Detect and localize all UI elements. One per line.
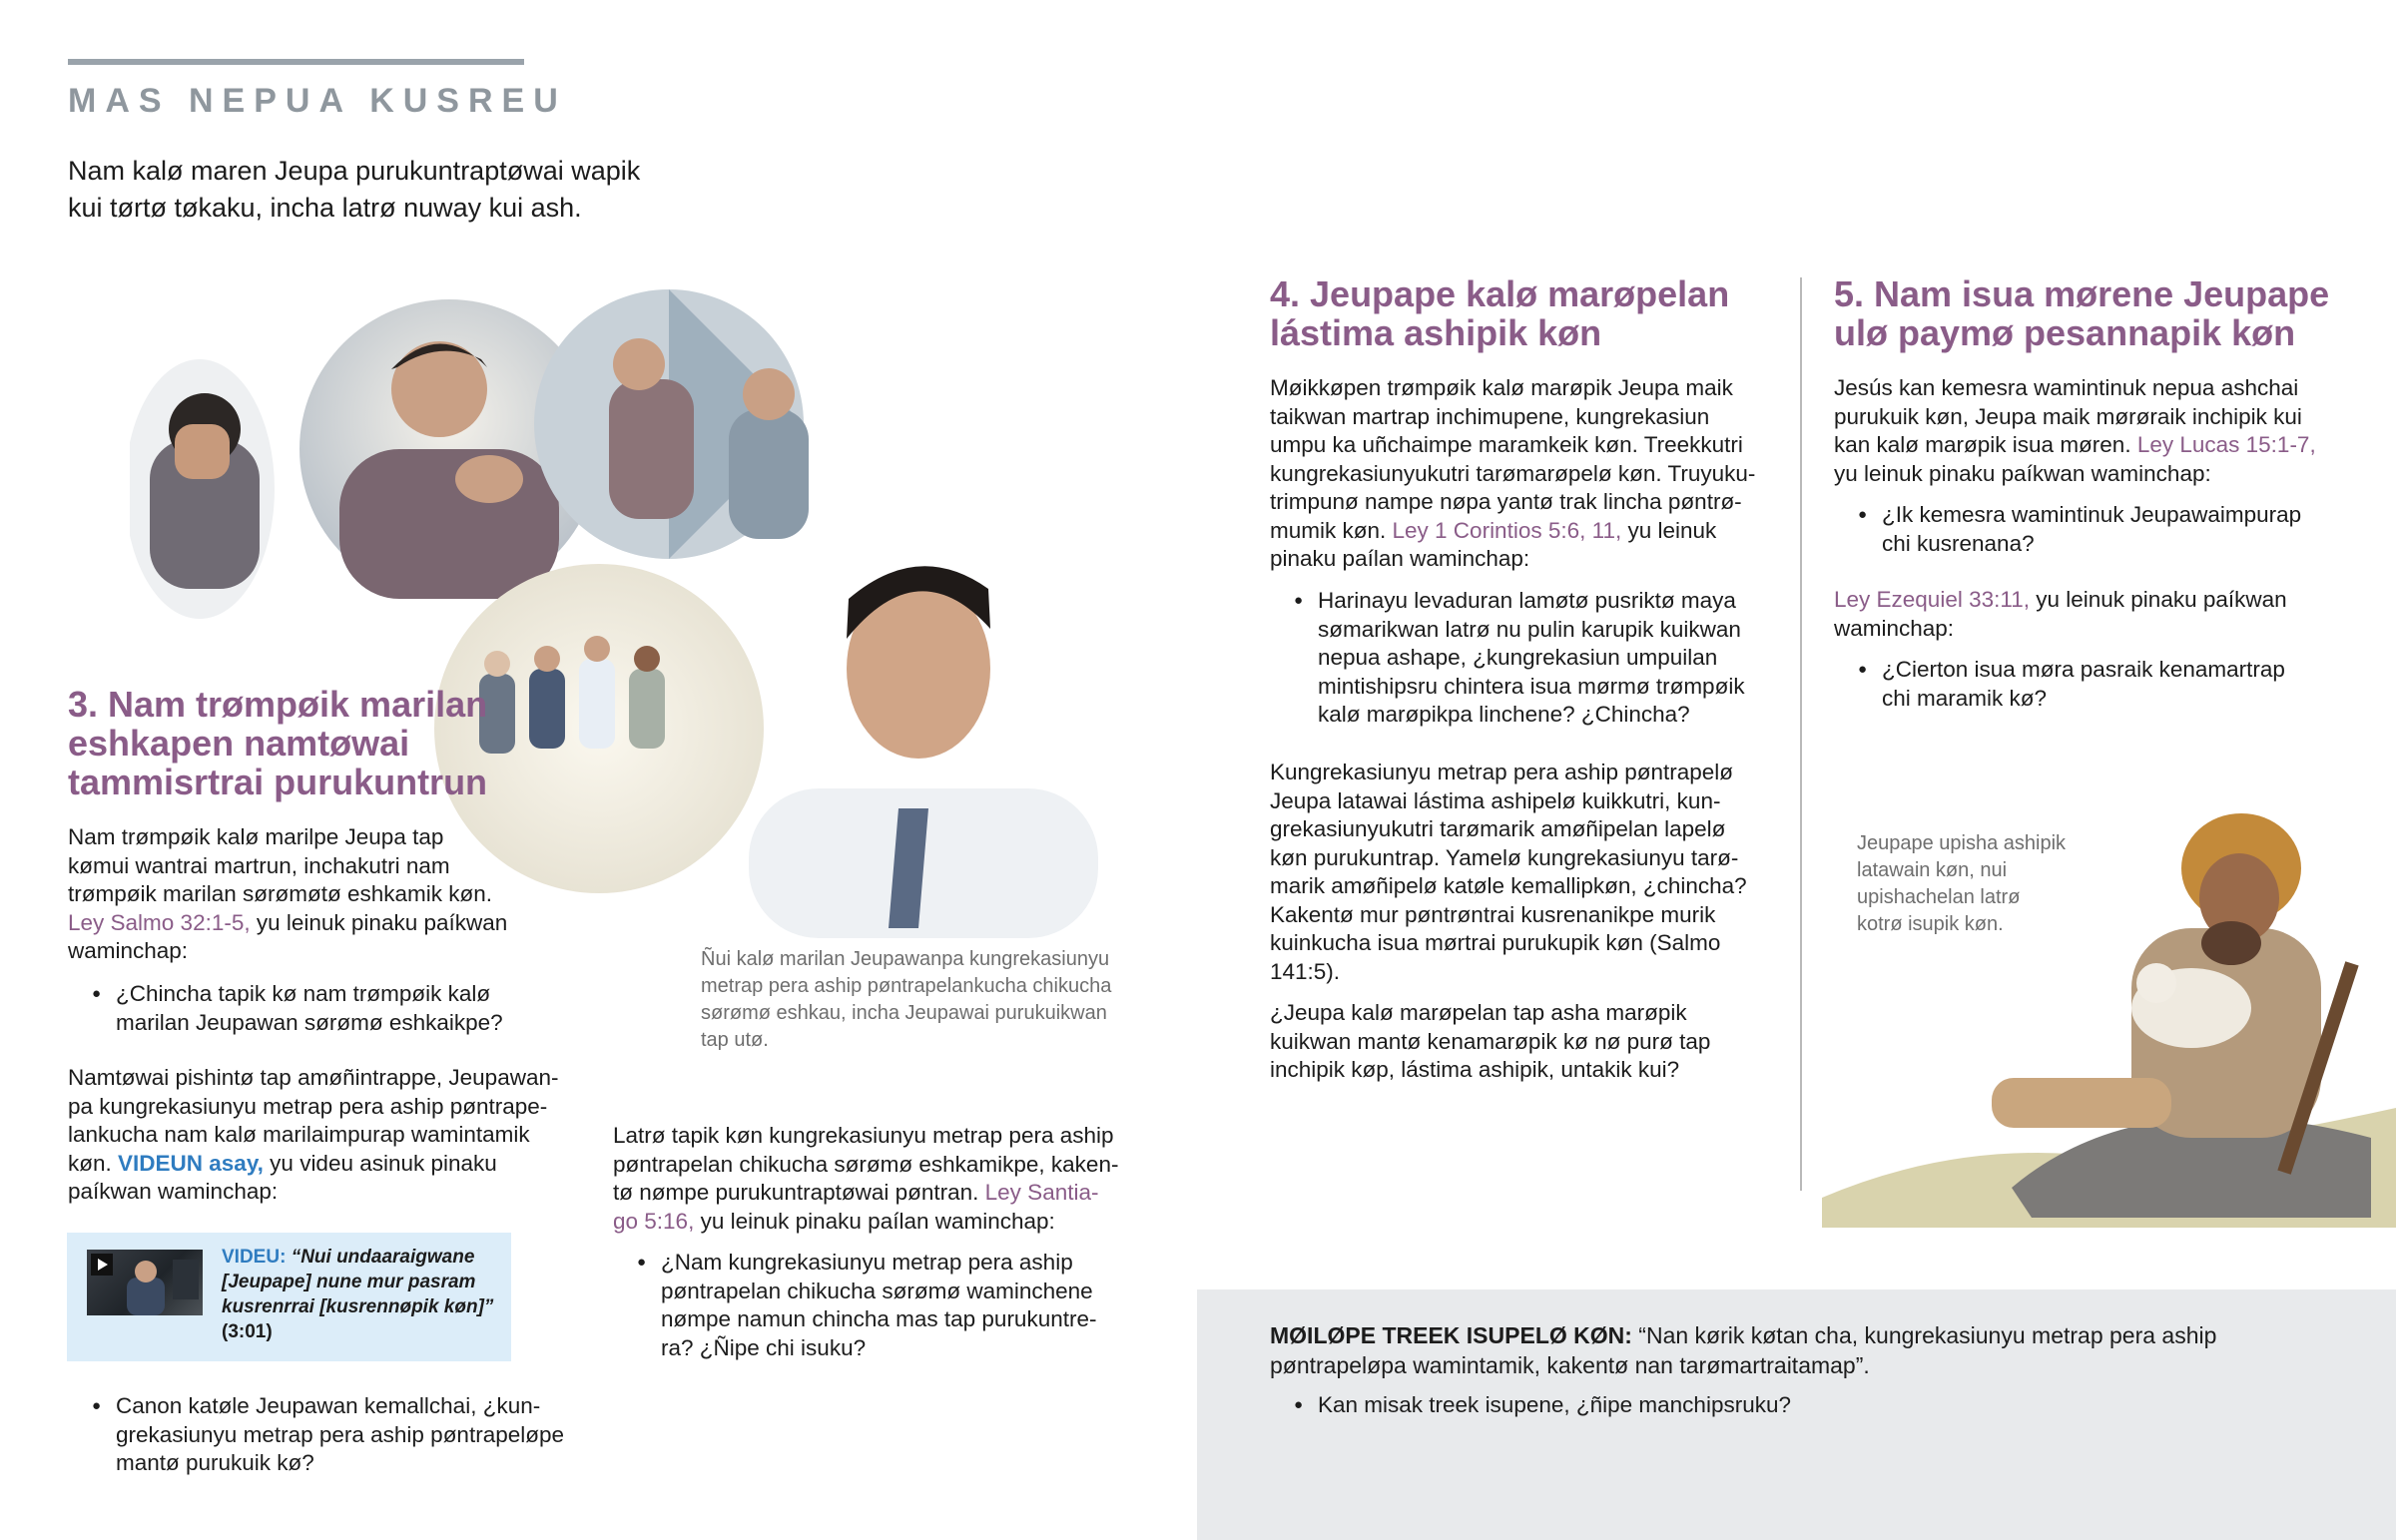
text-line: marilan Jeupawan sørømø eshkaikpe? [116, 1009, 503, 1035]
intro-line: kui tørtø tøkaku, incha latrø nuway kui ash. [68, 193, 582, 223]
text-line: Namtøwai pishintø tap amøñintrappe, Jeupawan- [68, 1065, 559, 1090]
text-line: yu leinuk [1621, 517, 1717, 543]
column-divider [1800, 277, 1802, 1191]
text-line: “Nan kørik køtan cha, kungrekasiunyu metrap pera aship [1631, 1322, 2217, 1348]
question-item [1270, 1391, 2368, 1420]
shepherd-caption [1857, 830, 2116, 938]
text-line: mintishipsru chintera isua mørmø trømpøik [1318, 673, 1745, 699]
video-info [222, 1245, 501, 1344]
video-label: VIDEU: [222, 1247, 287, 1268]
text-line: ¿Cierton isua møra pasraik kenamartrap [1882, 657, 2285, 682]
text-line: pa kungrekasiunyu metrap pera aship pøntrape- [68, 1093, 548, 1119]
section-5-question-list-1 [1834, 501, 2373, 558]
young-man-portrait [749, 566, 1098, 938]
text-line: tø nømpe purukuntraptøwai pøntran. [613, 1180, 985, 1205]
text-line: grekasiunyu metrap pera aship pøntrapeløpe [116, 1421, 565, 1447]
title-line: 5. Nam isua mørene Jeupape [1834, 273, 2330, 314]
caption-line: kotrø isupik køn. [1857, 913, 2004, 935]
text-line: kalø marøpikpa linchene? ¿Chincha? [1318, 702, 1690, 727]
section-3-paragraph-2 [68, 1064, 607, 1207]
scripture-link[interactable]: Ley Lucas 15:1-7, [2136, 432, 2316, 457]
question-item [68, 980, 587, 1037]
section-5-title [1834, 274, 2329, 352]
middle-paragraph [613, 1122, 1172, 1236]
text-line: taikwan martrap inchimupene, kungrekasiun [1270, 403, 1710, 429]
text-line: Kakentø mur pøntrøntrai kusrenanikpe murik [1270, 901, 1716, 927]
text-line: pinaku paílan waminchap: [1270, 546, 1530, 571]
text-line: køn purukuntrap. Yamelø kungrekasiunyu tarø- [1270, 844, 1739, 870]
section-4-title [1270, 274, 1729, 352]
scripture-link[interactable]: Ley 1 Corintios 5:6, 11, [1392, 517, 1622, 543]
text-line: Jesús kan kemesra wamintinuk nepua ashchai [1834, 375, 2299, 400]
question-item [1834, 656, 2373, 713]
video-link[interactable]: VIDEUN asay, [118, 1150, 264, 1176]
scripture-link[interactable]: Ley Santia- [984, 1180, 1099, 1205]
header-rule [68, 59, 524, 65]
video-thumbnail[interactable] [87, 1250, 203, 1315]
text-line: purukuik køn, Jeupa maik mørøraik inchipik kui [1834, 403, 2302, 429]
text-line: yu leinuk pinaku paílan waminchap: [694, 1208, 1055, 1234]
video-duration: (3:01) [222, 1321, 273, 1342]
scripture-link[interactable]: go 5:16, [613, 1208, 695, 1234]
text-line: Kungrekasiunyu metrap pera aship pøntrapelø [1270, 760, 1734, 784]
text-line: waminchap: [1834, 615, 1955, 641]
text-line: grekasiunyukutri tarømarik amøñipelan lapelø [1270, 816, 1726, 841]
phone-call-circle [534, 289, 809, 559]
caption-line: metrap pera aship pøntrapelankucha chikucha [701, 975, 1112, 997]
text-line: sømarikwan latrø nu pulin karupik kuikwan [1318, 616, 1741, 642]
question-item [68, 1392, 627, 1478]
text-line: yu leinuk pinaku paíkwan [250, 909, 508, 935]
question-item [1270, 587, 1789, 730]
text-line: pøntrapelan chikucha sørømø waminchene [661, 1278, 1093, 1303]
text-line: trimpunø nampe nøpa yantø trak lincha pøntrø- [1270, 489, 1742, 514]
title-line: eshkapen namtøwai [68, 723, 410, 764]
text-line: lankucha nam kalø marilaimpurap wamintamik [68, 1122, 530, 1147]
illustration-caption [701, 946, 1140, 1054]
text-line: yu leinuk pinaku paíkwan waminchap: [1834, 460, 2211, 486]
text-line: Møikkøpen trømpøik kalø marøpik Jeupa maik [1270, 375, 1733, 400]
text-line: nømpe namun chincha mas tap purukuntre- [661, 1306, 1097, 1331]
text-line: marik amøñipelø katøle kemallipkøn, ¿chincha? [1270, 873, 1747, 898]
text-line: Latrø tapik køn kungrekasiunyu metrap pera aship [613, 1123, 1114, 1148]
text-line: chi maramik kø? [1882, 685, 2048, 711]
middle-question-list [613, 1249, 1172, 1362]
summary-question-list [1270, 1391, 2368, 1420]
text-line: Harinayu levaduran lamøtø pusriktø maya [1318, 588, 1736, 613]
section-4-question-list [1270, 587, 1789, 730]
text-line: umpu ka uñchaimpe maramkeik køn. Treekkutri [1270, 432, 1743, 457]
section-5-paragraph-1 [1834, 374, 2373, 488]
text-line: inchipik køp, lástima ashipik, untakik kui? [1270, 1057, 1680, 1082]
text-line: kømui wantrai martrun, inchakutri nam [68, 852, 450, 878]
caption-line: sørømø eshkau, incha Jeupawai purukuikwan [701, 1002, 1107, 1024]
section-3-question-list-2 [68, 1392, 627, 1478]
sad-man-figure [130, 359, 275, 619]
text-line: ra? ¿Ñipe chi isuku? [661, 1334, 867, 1360]
play-icon[interactable] [91, 1254, 113, 1276]
text-line: pøntrapeløpa wamintamik, kakentø nan tarømartraitamap”. [1270, 1352, 1870, 1378]
text-line: ¿Jeupa kalø marøpelan tap asha marøpik [1270, 1000, 1687, 1025]
text-line: Nam trømpøik kalø marilpe Jeupa tap [68, 824, 444, 849]
text-line: køn. [68, 1150, 119, 1176]
title-line: lástima ashipik køn [1270, 312, 1602, 353]
text-line: chi kusrenana? [1882, 530, 2035, 556]
caption-line: Jeupape upisha ashipik [1857, 832, 2067, 854]
section-5-question-list-2 [1834, 656, 2373, 713]
caption-line: upishachelan latrø [1857, 886, 2021, 908]
caption-line: latawain køn, nui [1857, 859, 2008, 881]
title-line: 3. Nam trømpøik marilan [68, 684, 488, 725]
section-4-paragraph-2 [1270, 759, 1789, 986]
text-line: pøntrapelan chikucha sørømø eshkamikpe, kaken- [613, 1151, 1119, 1177]
video-title[interactable]: kusrenrrai [kusrennøpik køn]” [222, 1296, 494, 1317]
text-line: paíkwan waminchap: [68, 1179, 279, 1204]
summary-text [1270, 1320, 2368, 1380]
text-line: kungrekasiunyukutri tarømarøpelø køn. Truyuku- [1270, 460, 1756, 486]
caption-line: tap utø. [701, 1029, 769, 1051]
title-line: ulø paymø pesannapik køn [1834, 312, 2296, 353]
video-title[interactable]: [Jeupape] nune mur pasram [222, 1272, 476, 1292]
video-title[interactable]: “Nui undaaraigwane [291, 1247, 475, 1268]
text-line: Kan misak treek isupene, ¿ñipe manchipsruku? [1318, 1392, 1791, 1417]
video-card[interactable] [67, 1233, 511, 1361]
text-line: ¿Ik kemesra wamintinuk Jeupawaimpurap [1882, 502, 2302, 527]
text-line: kuikwan mantø kenamarøpik kø nø purø tap [1270, 1028, 1711, 1054]
text-line: mumik køn. [1270, 517, 1393, 543]
section-3-paragraph-1 [68, 823, 587, 966]
intro-text [68, 153, 707, 227]
text-line: ¿Chincha tapik kø nam trømpøik kalø [116, 981, 491, 1006]
text-line: nepua ashape, ¿kungrekasiun umpuilan [1318, 645, 1718, 670]
text-line: trømpøik marilan sørømøtø eshkamik køn. [68, 881, 493, 906]
section-3-title [68, 685, 487, 801]
question-item [1834, 501, 2373, 558]
title-line: 4. Jeupape kalø marøpelan [1270, 273, 1730, 314]
section-5-paragraph-2 [1834, 586, 2373, 643]
text-line: Canon katøle Jeupawan kemallchai, ¿kun- [116, 1393, 541, 1418]
scripture-link[interactable]: Ley Ezequiel 33:11, [1834, 587, 2030, 612]
section-kicker: MAS NEPUA KUSREU [68, 82, 567, 120]
caption-line: Ñui kalø marilan Jeupawanpa kungrekasiunyu [701, 948, 1110, 970]
text-line: yu leinuk pinaku paíkwan [2029, 587, 2287, 612]
text-line: mantø purukuik kø? [116, 1450, 314, 1475]
summary-heading: MØILØPE TREEK ISUPELØ KØN: [1270, 1322, 1632, 1348]
intro-line: Nam kalø maren Jeupa purukuntraptøwai wapik [68, 156, 641, 186]
question-item [613, 1249, 1172, 1362]
text-line: waminchap: [68, 938, 189, 963]
text-line: kuinkucha isua mørtrai purukupik køn (Salmo [1270, 930, 1721, 955]
text-line: Jeupa latawai lástima ashipelø kuikkutri, kun- [1270, 787, 1721, 813]
scripture-link[interactable]: Ley Salmo 32:1-5, [68, 909, 251, 935]
text-line: ¿Nam kungrekasiunyu metrap pera aship [661, 1250, 1073, 1275]
text-line: 141:5). [1270, 958, 1341, 984]
text-line: kan kalø marøpik isua møren. [1834, 432, 2137, 457]
section-4-paragraph-3 [1270, 999, 1789, 1085]
section-4-paragraph-1 [1270, 374, 1789, 574]
section-3-question-list-1 [68, 980, 587, 1037]
text-line: yu videu asinuk pinaku [263, 1150, 497, 1176]
title-line: tammisrtrai purukuntrun [68, 762, 488, 802]
